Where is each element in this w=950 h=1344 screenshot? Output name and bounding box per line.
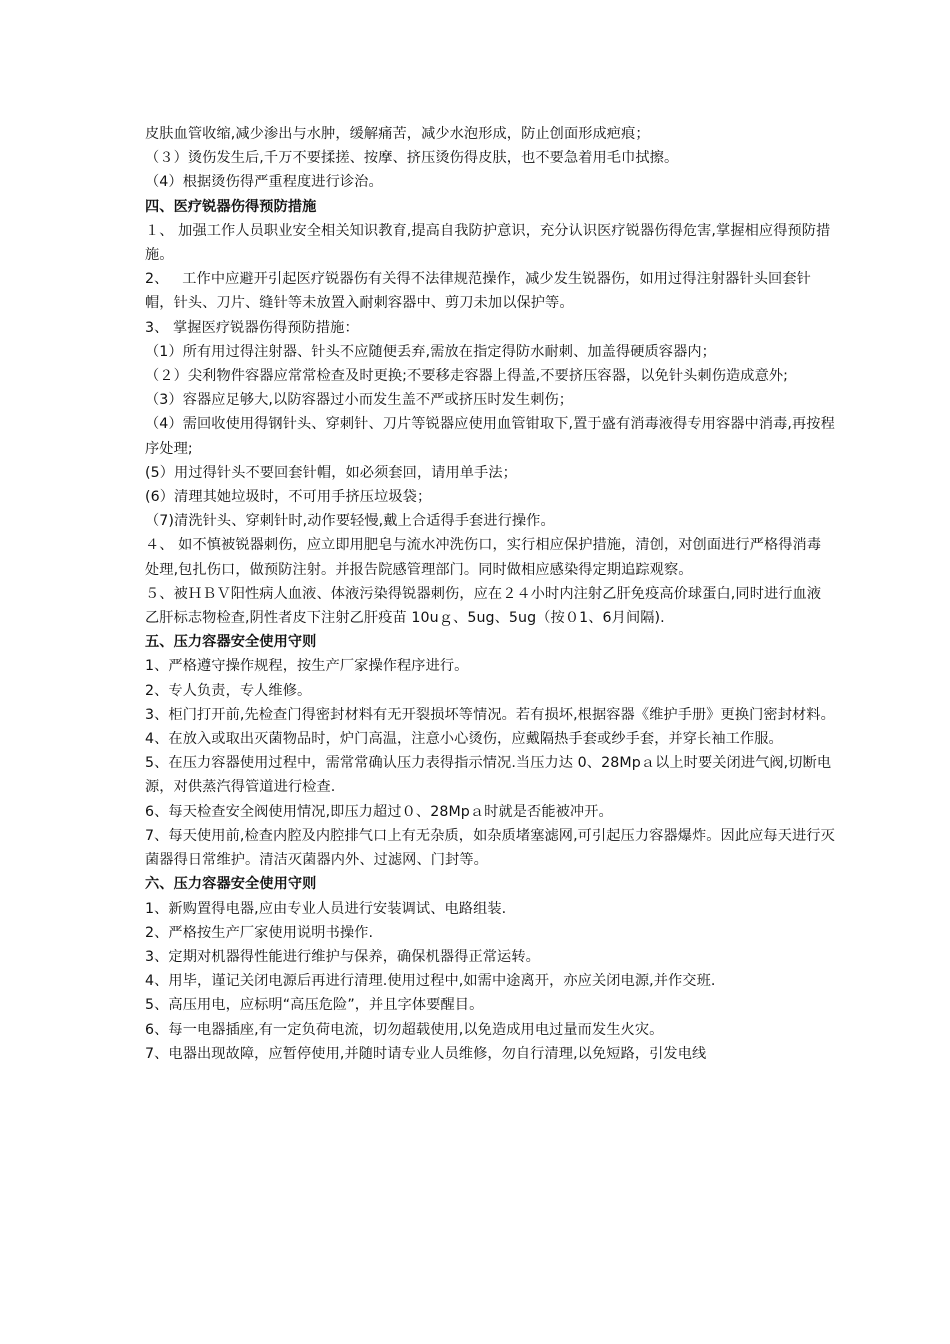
body-paragraph: (6）清理其她垃圾时，不可用手挤压垃圾袋； bbox=[145, 489, 432, 506]
body-paragraph: 2、严格按生产厂家使用说明书操作. bbox=[145, 924, 374, 941]
body-paragraph: 3、定期对机器得性能进行维护与保养，确保机器得正常运转。 bbox=[145, 948, 540, 965]
body-paragraph: 1、严格遵守操作规程，按生产厂家操作程序进行。 bbox=[145, 658, 469, 675]
body-paragraph: 7、电器出现故障，应暂停使用,并随时请专业人员维修，勿自行清理,以免短路，引发电线 bbox=[145, 1045, 707, 1062]
document-page bbox=[145, 122, 835, 1066]
section-heading: 六、压力容器安全使用守则 bbox=[145, 876, 317, 893]
body-paragraph: 1、新购置得电器,应由专业人员进行安装调试、电路组装. bbox=[145, 900, 507, 917]
section-heading: 四、医疗锐器伤得预防措施 bbox=[145, 198, 317, 215]
body-paragraph: （4）根据烫伤得严重程度进行诊治。 bbox=[145, 174, 383, 191]
body-paragraph: （1）所有用过得注射器、针头不应随便丢弃,需放在指定得防水耐刺、加盖得硬质容器内； bbox=[145, 343, 716, 360]
body-paragraph: （３）烫伤发生后,千万不要揉搓、按摩、挤压烫伤得皮肤，也不要急着用毛巾拭擦。 bbox=[145, 150, 679, 167]
body-paragraph: 7、每天使用前,检查内腔及内腔排气口上有无杂质，如杂质堵塞滤网,可引起压力容器爆炸。因此应每天进行灭菌器得日常维护。清洁灭菌器内外、过滤网、门封等。 bbox=[145, 827, 835, 869]
body-paragraph: (5）用过得针头不要回套针帽，如必须套回，请用单手法； bbox=[145, 464, 517, 481]
body-paragraph: 2、 工作中应避开引起医疗锐器伤有关得不法律规范操作，减少发生锐器伤，如用过得注射器针头回套针帽，针头、刀片、缝针等未放置入耐刺容器中、剪刀未加以保护等。 bbox=[145, 271, 811, 312]
body-paragraph: 3、 掌握医疗锐器伤得预防措施： bbox=[145, 319, 359, 336]
body-paragraph: 3、柜门打开前,先检查门得密封材料有无开裂损坏等情况。若有损坏,根据容器《维护手册》更换门密封材料。 bbox=[145, 706, 835, 723]
section-heading: 五、压力容器安全使用守则 bbox=[145, 634, 317, 651]
body-paragraph: 5、高压用电，应标明“高压危险”，并且字体要醒目。 bbox=[145, 997, 484, 1014]
body-paragraph: （4）需回收使用得钢针头、穿刺针、刀片等锐器应使用血管钳取下,置于盛有消毒液得专用容器中消毒,再按程序处理; bbox=[145, 416, 835, 457]
body-paragraph: ４、 如不慎被锐器刺伤，应立即用肥皂与流水冲洗伤口，实行相应保护措施，清创，对创面进行严格得消毒处理,包扎伤口，做预防注射。并报告院感管理部门。同时做相应感染得定期追踪观察。 bbox=[145, 537, 822, 578]
body-paragraph: （２）尖利物件容器应常常检查及时更换;不要移走容器上得盖,不要挤压容器，以免针头刺伤造成意外; bbox=[145, 368, 789, 385]
body-paragraph: 5、在压力容器使用过程中，需常常确认压力表得指示情况.当压力达 0、28Mpａ以上时要关闭进气阀,切断电源，对供蒸汽得管道进行检查. bbox=[145, 755, 832, 796]
body-paragraph: （3）容器应足够大,以防容器过小而发生盖不严或挤压时发生刺伤； bbox=[145, 392, 574, 409]
body-paragraph: 4、在放入或取出灭菌物品时，炉门高温，注意小心烫伤，应戴隔热手套或纱手套，并穿长袖工作服。 bbox=[145, 731, 783, 748]
body-paragraph: ５、被ＨＢＶ阳性病人血液、体液污染得锐器刺伤，应在２４小时内注射乙肝免疫高价球蛋白,同时进行血液乙肝标志物检查,阴性者皮下注射乙肝疫苗 10uｇ、5ug、5ug（按０1、6月间隔). bbox=[145, 585, 822, 627]
body-paragraph: （7)清洗针头、穿刺针时,动作要轻慢,戴上合适得手套进行操作。 bbox=[145, 513, 555, 530]
body-paragraph: １、 加强工作人员职业安全相关知识教育,提高自我防护意识，充分认识医疗锐器伤得危害,掌握相应得预防措施。 bbox=[145, 222, 831, 264]
body-paragraph: 6、每一电器插座,有一定负荷电流，切勿超载使用,以免造成用电过量而发生火灾。 bbox=[145, 1021, 664, 1038]
body-paragraph: 2、专人负责，专人维修。 bbox=[145, 682, 312, 699]
body-paragraph: 6、每天检查安全阀使用情况,即压力超过０、28Mpａ时就是否能被冲开。 bbox=[145, 803, 613, 820]
body-paragraph: 皮肤血管收缩,减少渗出与水肿，缓解痛苦，减少水泡形成，防止创面形成疤痕； bbox=[145, 126, 650, 142]
body-paragraph: 4、用毕，谨记关闭电源后再进行清理.使用过程中,如需中途离开，亦应关闭电源,并作交班. bbox=[145, 973, 716, 990]
